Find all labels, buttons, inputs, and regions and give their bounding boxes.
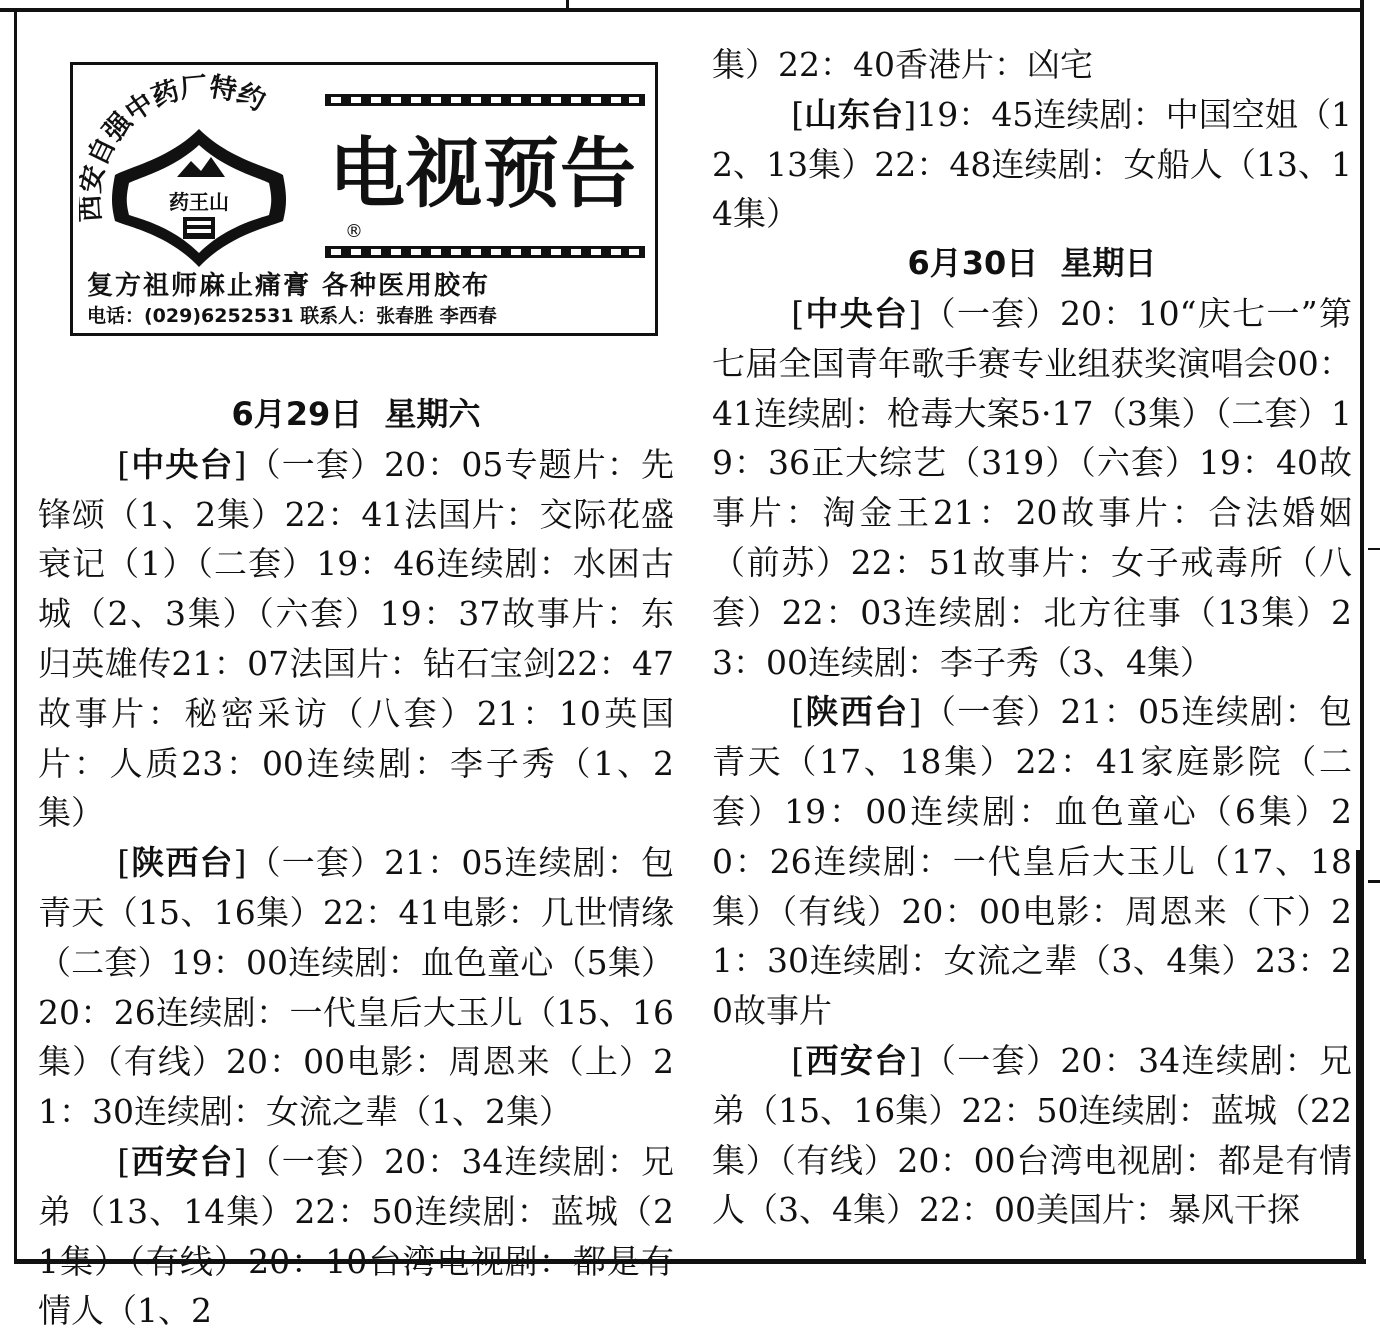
listing-xian: [西安台]（一套）20：34连续剧：兄弟（13、14集）22：50连续剧：蓝城（21集）（有线）20：10台湾电视剧：都是有情人（1、2	[38, 1141, 675, 1331]
listing-shaanxi: [陕西台]（一套）21：05连续剧：包青天（15、16集）22：41电影：几世情缘（二套）19：00连续剧：血色童心（5集）20：26连续剧：一代皇后大玉儿（15、16集）（有线）20：00电影：周恩来（上）21：30连续剧：女流之辈（1、2集）	[38, 843, 675, 1132]
listing-text: （一套）21：05连续剧：包青天（17、18集）22：41家庭影院（二套）19：00连续剧：血色童心（6集）20：26连续剧：一代皇后大玉儿（17、18集）（有线）20：00电影：周恩来（下）21：30连续剧：女流之辈（3、4集）23：20故事片	[712, 692, 1353, 1031]
registered-mark: ®	[345, 221, 363, 242]
listing-text: （一套）20：05专题片：先锋颂（1、2集）22：41法国片：交际花盛衰记（1）（二套）19：46连续剧：水困古城（2、3集）（六套）19：37故事片：东归英雄传21：07法国片：钻石宝剑22：47故事片：秘密采访（八套）21：10英国片：人质23：00连续剧：李子秀（1、2集）	[38, 444, 675, 833]
listing-cctv: [中央台]（一套）20：05专题片：先锋颂（1、2集）22：41法国片：交际花盛衰记（1）（二套）19：46连续剧：水困古城（2、3集）（六套）19：37故事片：东归英雄传21：07法国片：钻石宝剑22：47故事片：秘密采访（八套）21：10英国片：人质23：00连续剧：李子秀（1、2集）	[38, 444, 675, 833]
frame-right-rule	[1360, 0, 1364, 850]
listing-text: （一套）20：34连续剧：兄弟（13、14集）22：50连续剧：蓝城（21集）（有线）20：10台湾电视剧：都是有情人（1、2	[38, 1141, 675, 1331]
station-name: 山东台	[804, 94, 904, 134]
frame-left-rule	[14, 8, 17, 1263]
station-name: 中央台	[130, 444, 234, 484]
station-name: 陕西台	[804, 692, 909, 732]
adjacent-column-rule-upper	[1368, 548, 1380, 550]
listing-shandong: [山东台]19：45连续剧：中国空姐（12、13集）22：48连续剧：女船人（13、14集）	[712, 94, 1353, 234]
listing-text: （一套）21：05连续剧：包青天（15、16集）22：41电影：几世情缘（二套）19：00连续剧：血色童心（5集）20：26连续剧：一代皇后大玉儿（15、16集）（有线）20：00电影：周恩来（上）21：30连续剧：女流之辈（1、2集）	[38, 843, 675, 1132]
listing-cctv: [中央台]（一套）20：10“庆七一”第七届全国青年歌手赛专业组获奖演唱会00：41连续剧：枪毒大案5·17（3集）（二套）19：36正大综艺（319）（六套）19：40故事片：淘金王21：20故事片：合法婚姻（前苏）22：51故事片：女子戒毒所（八套）22：03连续剧：北方往事（13集）23：00连续剧：李子秀（3、4集）	[712, 293, 1353, 682]
station-name: 西安台	[130, 1141, 234, 1181]
adjacent-column-rule	[1368, 880, 1380, 883]
listing-shaanxi: [陕西台]（一套）21：05连续剧：包青天（17、18集）22：41家庭影院（二套）19：00连续剧：血色童心（6集）20：26连续剧：一代皇后大玉儿（17、18集）（有线）20：00电影：周恩来（下）21：30连续剧：女流之辈（3、4集）23：20故事片	[712, 692, 1353, 1031]
ad-products-line: 复方祖师麻止痛膏 各种医用胶布	[87, 271, 491, 301]
station-name: 中央台	[804, 293, 909, 333]
station-name: 陕西台	[130, 843, 234, 883]
ad-contact-line: 电话：(029)6252531 联系人：张春胜 李西春	[87, 305, 497, 327]
date-heading-june-30: 6月30日 星期日	[907, 244, 1157, 283]
listing-text: （一套）20：10“庆七一”第七届全国青年歌手赛专业组获奖演唱会00：41连续剧：枪毒大案5·17（3集）（二套）19：36正大综艺（319）（六套）19：40故事片：淘金王21：20故事片：合法婚姻（前苏）22：51故事片：女子戒毒所（八套）22：03连续剧：北方往事（13集）23：00连续剧：李子秀（3、4集）	[712, 293, 1353, 682]
right-column	[712, 40, 1352, 1235]
continued-listing: 集）22：40香港片：凶宅	[712, 45, 1093, 84]
station-name: 西安台	[804, 1040, 909, 1080]
tv-preview-title: 电视预告	[329, 129, 637, 218]
date-heading-june-29: 6月29日 星期六	[231, 395, 481, 433]
listing-xian: [西安台]（一套）20：34连续剧：兄弟（15、16集）22：50连续剧：蓝城（22集）（有线）20：00台湾电视剧：都是有情人（3、4集）22：00美国片：暴风干探	[712, 1040, 1353, 1230]
listing-text: 19：45连续剧：中国空姐（12、13集）22：48连续剧：女船人（13、14集）	[712, 94, 1353, 234]
logo-center-text: 药王山	[169, 190, 229, 214]
frame-top-rule	[0, 8, 1364, 12]
frame-top-divider	[566, 0, 569, 12]
listing-text: （一套）20：34连续剧：兄弟（15、16集）22：50连续剧：蓝城（22集）（有线）20：00台湾电视剧：都是有情人（3、4集）22：00美国片：暴风干探	[712, 1040, 1353, 1230]
logo-arc-text: 自强中药厂特约	[82, 71, 270, 171]
frame-right-rule-lower	[1356, 850, 1364, 1264]
left-column	[38, 58, 674, 1336]
